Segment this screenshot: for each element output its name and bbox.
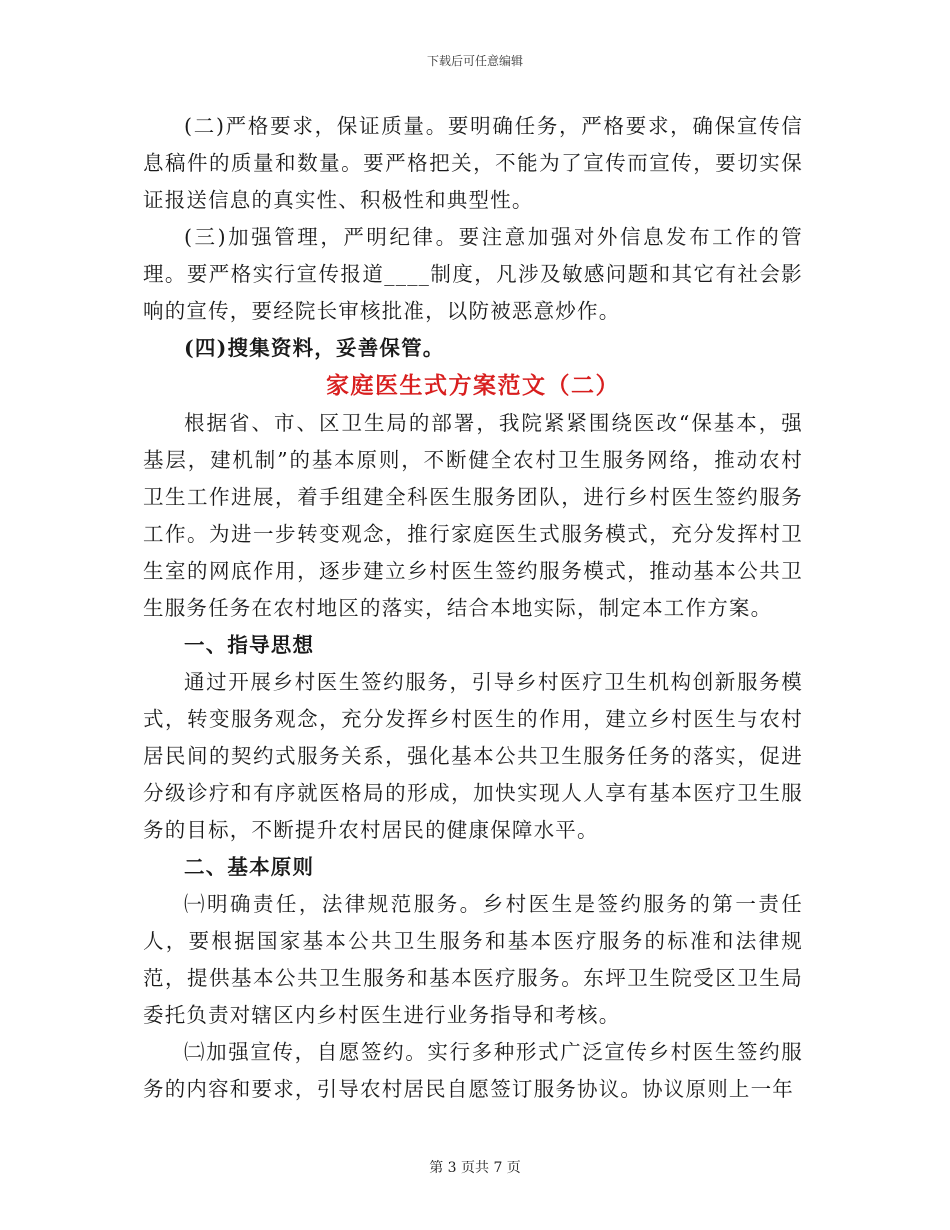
paragraph-intro: 根据省、市、区卫生局的部署，我院紧紧围绕医改“保基本，强基层，建机制”的基本原则，不断健全农村卫生服务网络，推动农村卫生工作进展，着手组建全科医生服务团队，进行乡村医生签约服务工作。为进一步转变观念，推行家庭医生式服务模式，充分发挥村卫生室的网底作用，逐步建立乡村医生签约服务模式，推动基本公共卫生服务任务在农村地区的落实，结合本地实际，制定本工作方案。	[143, 411, 803, 620]
paragraph-collect-materials: (四)搜集资料，妥善保管。	[184, 336, 445, 360]
paragraph-management: (三)加强管理，严明纪律。要注意加强对外信息发布工作的管理。要严格实行宣传报道____制度，凡涉及敏感问题和其它有社会影响的宣传，要经院长审核批准，以防被恶意炒作。	[143, 225, 803, 323]
section-title: 家庭医生式方案范文（二）	[326, 372, 620, 399]
document-body	[143, 108, 803, 1108]
header-note: 下载后可任意编辑	[426, 54, 523, 68]
paragraph-guiding-ideology: 通过开展乡村医生签约服务，引导乡村医疗卫生机构创新服务模式，转变服务观念，充分发挥乡村医生的作用，建立乡村医生与农村居民间的契约式服务关系，强化基本公共卫生服务任务的落实，促进分级诊疗和有序就医格局的形成，加快实现人人享有基本医疗卫生服务的目标，不断提升农村居民的健康保障水平。	[143, 670, 803, 842]
page-number: 第 3 页共 7 页	[429, 1160, 521, 1176]
heading-basic-principles: 二、基本原则	[184, 855, 315, 879]
paragraph-principle-2: ㈡加强宣传，自愿签约。实行多种形式广泛宣传乡村医生签约服务的内容和要求，引导农村居民自愿签订服务协议。协议原则上一年	[143, 1040, 803, 1101]
heading-guiding-ideology: 一、指导思想	[184, 633, 315, 657]
paragraph-principle-1: ㈠明确责任，法律规范服务。乡村医生是签约服务的第一责任人，要根据国家基本公共卫生服务和基本医疗服务的标准和法律规范，提供基本公共卫生服务和基本医疗服务。东坪卫生院受区卫生局委托负责对辖区内乡村医生进行业务指导和考核。	[143, 892, 803, 1027]
paragraph-quality: (二)严格要求，保证质量。要明确任务，严格要求，确保宣传信息稿件的质量和数量。要严格把关，不能为了宣传而宣传，要切实保证报送信息的真实性、积极性和典型性。	[143, 114, 803, 212]
